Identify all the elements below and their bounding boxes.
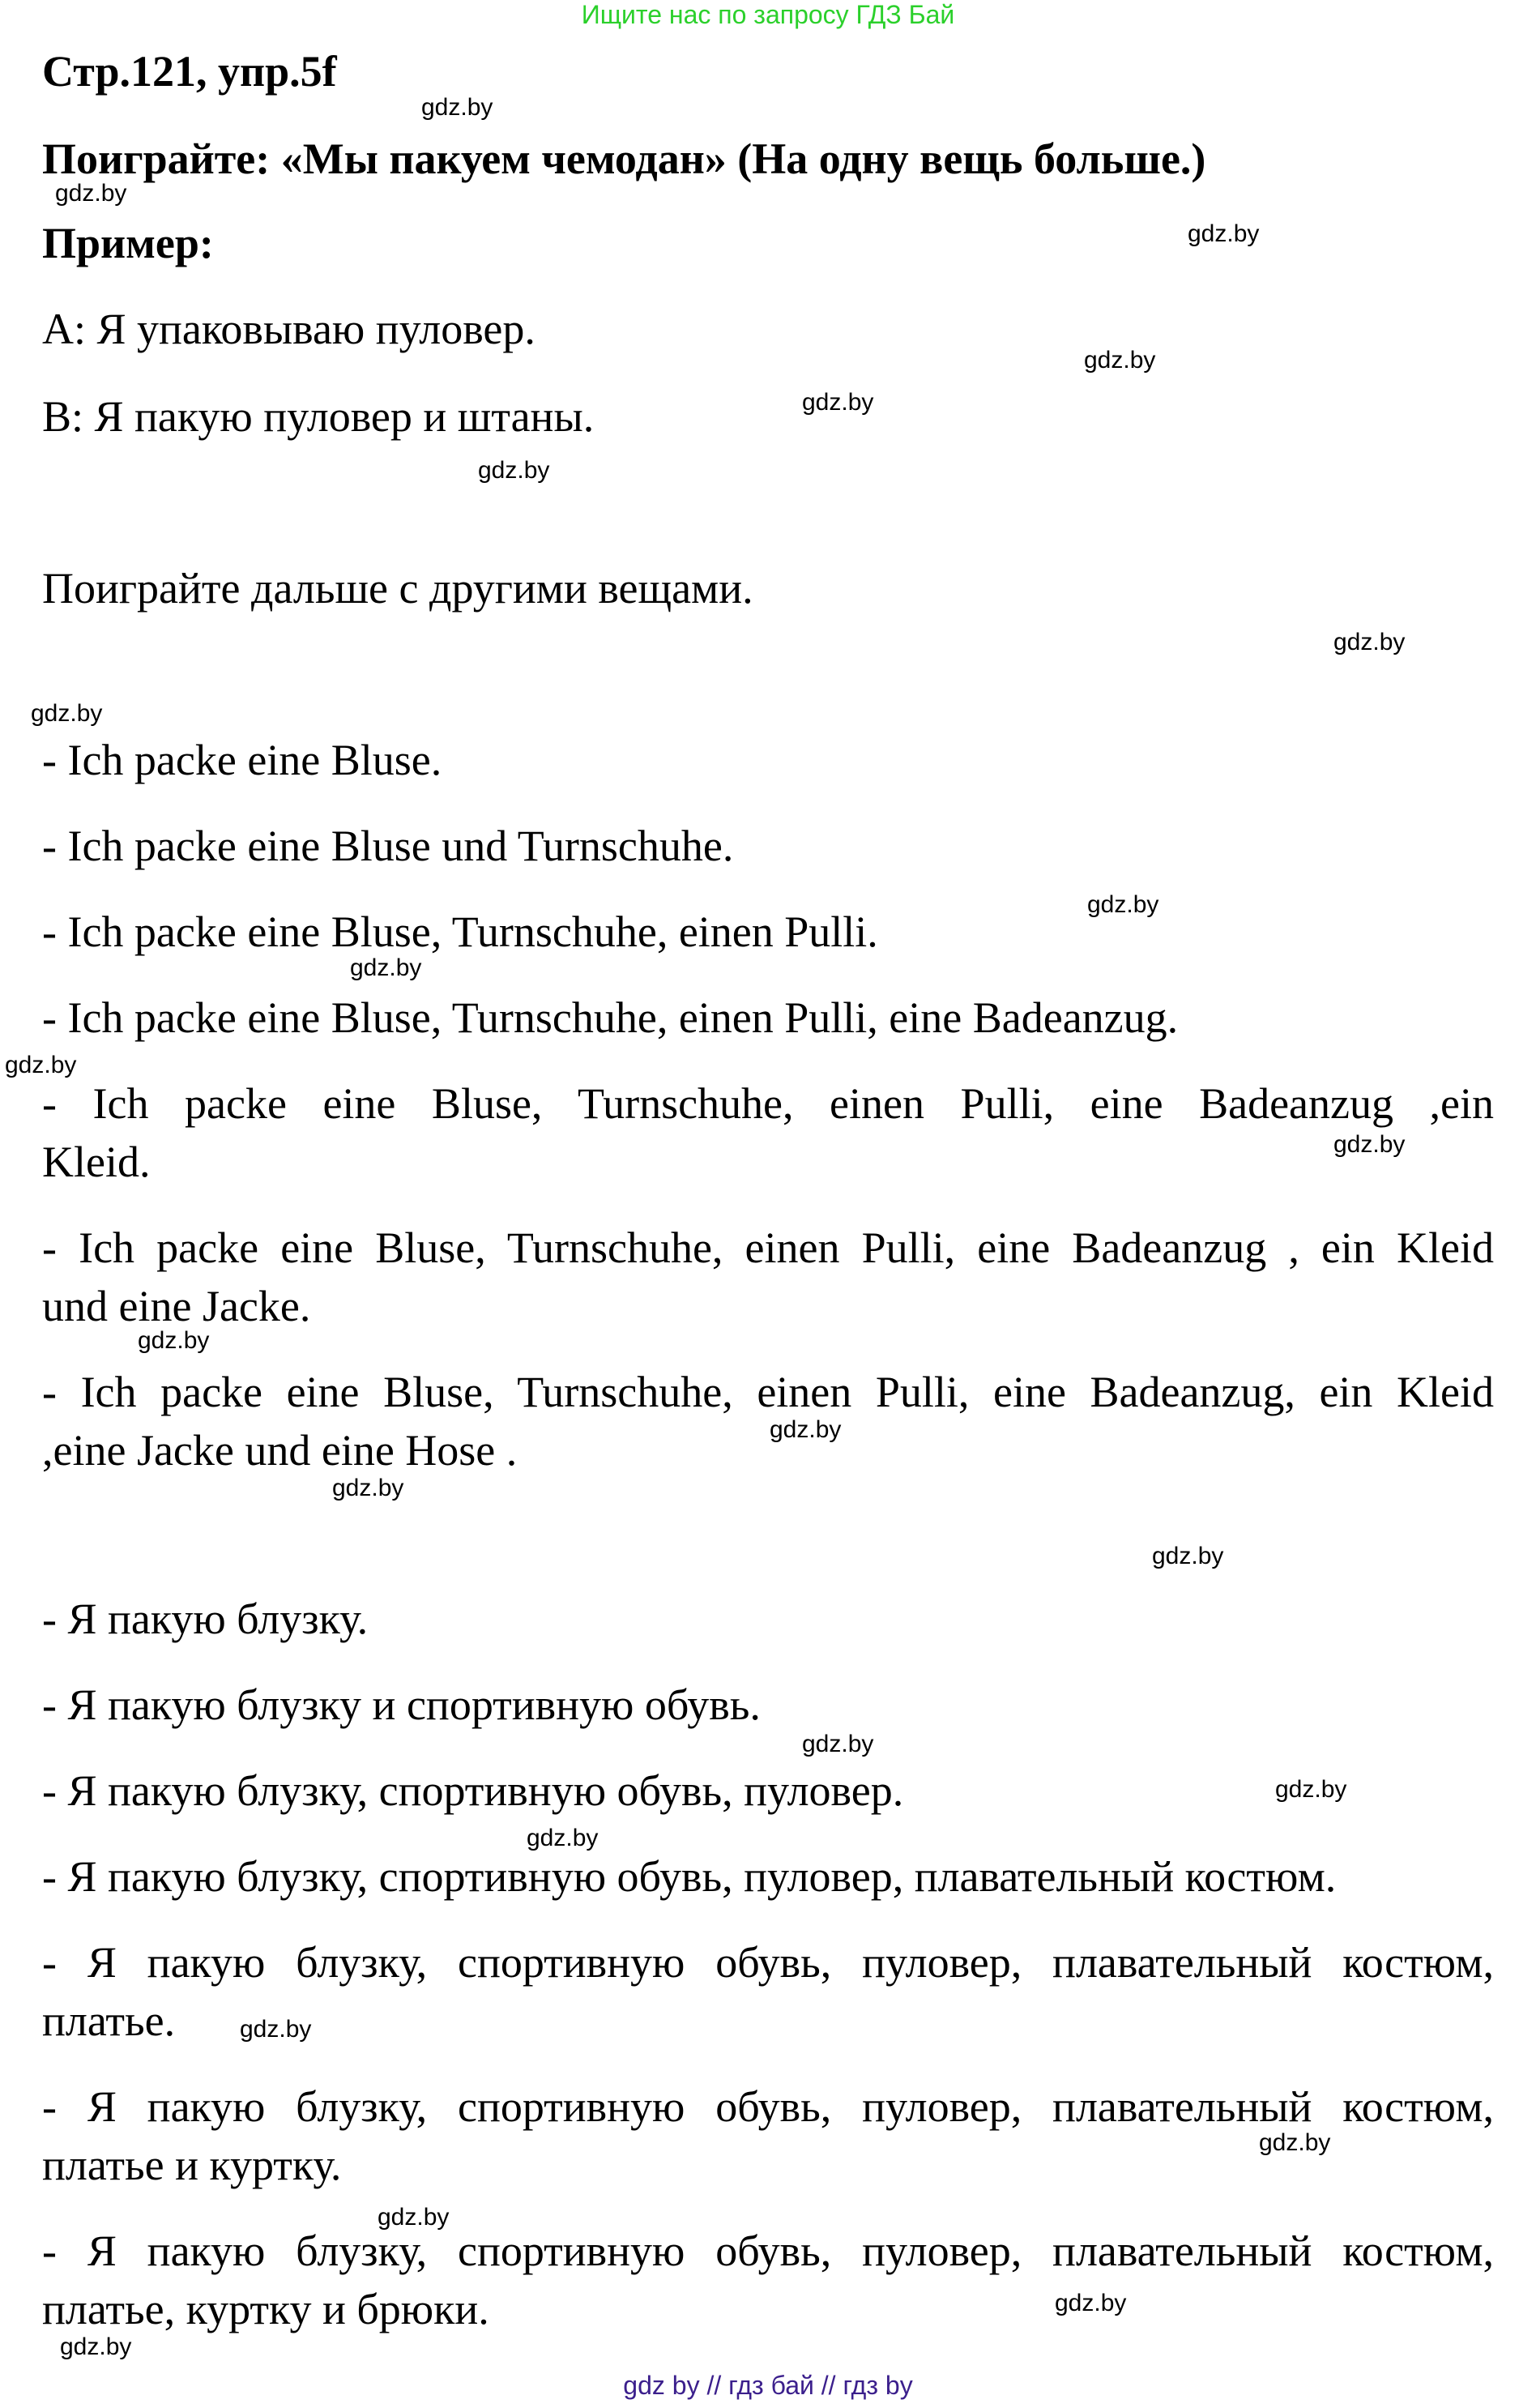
page-reference-title: Стр.121, упр.5f — [42, 47, 337, 96]
watermark: gdz.by — [240, 2016, 312, 2043]
russian-line: - Я пакую блузку, спортивную обувь, пуловер, плавательный костюм. — [42, 1852, 1337, 1901]
watermark: gdz.by — [1259, 2129, 1331, 2156]
watermark: gdz.by — [1084, 347, 1156, 374]
german-line: - Ich packe eine Bluse, Turnschuhe, einen Pulli. — [42, 907, 878, 956]
german-line: - Ich packe eine Bluse, Turnschuhe, einen Pulli, eine Badeanzug ,ein — [42, 1079, 1494, 1128]
watermark: gdz.by — [1333, 629, 1406, 655]
russian-line: платье и куртку. — [42, 2141, 342, 2189]
russian-line: - Я пакую блузку, спортивную обувь, пуловер. — [42, 1766, 904, 1815]
russian-line: - Я пакую блузку, спортивную обувь, пуловер, плавательный костюм, — [42, 2082, 1494, 2131]
german-line: - Ich packe eine Bluse. — [42, 736, 442, 784]
watermark: gdz.by — [350, 954, 422, 981]
watermark: gdz.by — [1055, 2290, 1127, 2316]
watermark: gdz.by — [31, 700, 103, 727]
watermark: gdz.by — [378, 2204, 450, 2231]
example-label: Пример: — [42, 219, 214, 267]
german-line: - Ich packe eine Bluse, Turnschuhe, einen Pulli, eine Badeanzug. — [42, 993, 1179, 1042]
watermark: gdz.by — [5, 1052, 77, 1078]
german-line: Kleid. — [42, 1138, 151, 1186]
russian-line: - Я пакую блузку и спортивную обувь. — [42, 1680, 761, 1729]
german-line: - Ich packe eine Bluse und Turnschuhe. — [42, 822, 734, 870]
watermark: gdz.by — [527, 1825, 599, 1851]
german-line: und eine Jacke. — [42, 1282, 311, 1330]
watermark: gdz.by — [1152, 1543, 1224, 1569]
russian-line: платье, куртку и брюки. — [42, 2285, 489, 2333]
watermark: gdz.by — [332, 1475, 404, 1501]
russian-line: - Я пакую блузку, спортивную обувь, пуловер, плавательный костюм, — [42, 2227, 1494, 2275]
watermark: gdz.by — [1188, 220, 1260, 247]
watermark: gdz.by — [421, 94, 493, 121]
watermark: gdz.by — [1275, 1776, 1347, 1803]
russian-line: - Я пакую блузку, спортивную обувь, пуловер, плавательный костюм, — [42, 1938, 1494, 1987]
russian-line: платье. — [42, 1996, 176, 2045]
watermark: gdz.by — [1087, 891, 1159, 918]
german-line: ,eine Jacke und eine Hose . — [42, 1426, 518, 1475]
watermark: gdz.by — [138, 1327, 210, 1354]
german-line: - Ich packe eine Bluse, Turnschuhe, einen Pulli, eine Badeanzug , ein Kleid — [42, 1223, 1494, 1272]
watermark: gdz.by — [478, 457, 550, 484]
watermark: gdz.by — [770, 1416, 842, 1443]
instruction-line: Поиграйте дальше с другими вещами. — [42, 564, 753, 613]
top-banner[interactable]: Ищите нас по запросу ГДЗ Бай — [581, 0, 955, 29]
watermark: gdz.by — [55, 180, 127, 207]
watermark: gdz.by — [802, 1731, 874, 1757]
russian-line: - Я пакую блузку. — [42, 1595, 369, 1643]
watermark: gdz.by — [802, 389, 874, 416]
example-line-a: A: Я упаковываю пуловер. — [42, 305, 535, 353]
example-line-b: B: Я пакую пуловер и штаны. — [42, 392, 595, 441]
german-line: - Ich packe eine Bluse, Turnschuhe, einen Pulli, eine Badeanzug, ein Kleid — [42, 1368, 1494, 1416]
watermark: gdz.by — [1333, 1131, 1406, 1158]
footer-links[interactable]: gdz by // гдз бай // гдз by — [623, 2371, 913, 2400]
watermark: gdz.by — [60, 2333, 132, 2360]
task-heading: Поиграйте: «Мы пакуем чемодан» (На одну вещь больше.) — [42, 134, 1206, 183]
